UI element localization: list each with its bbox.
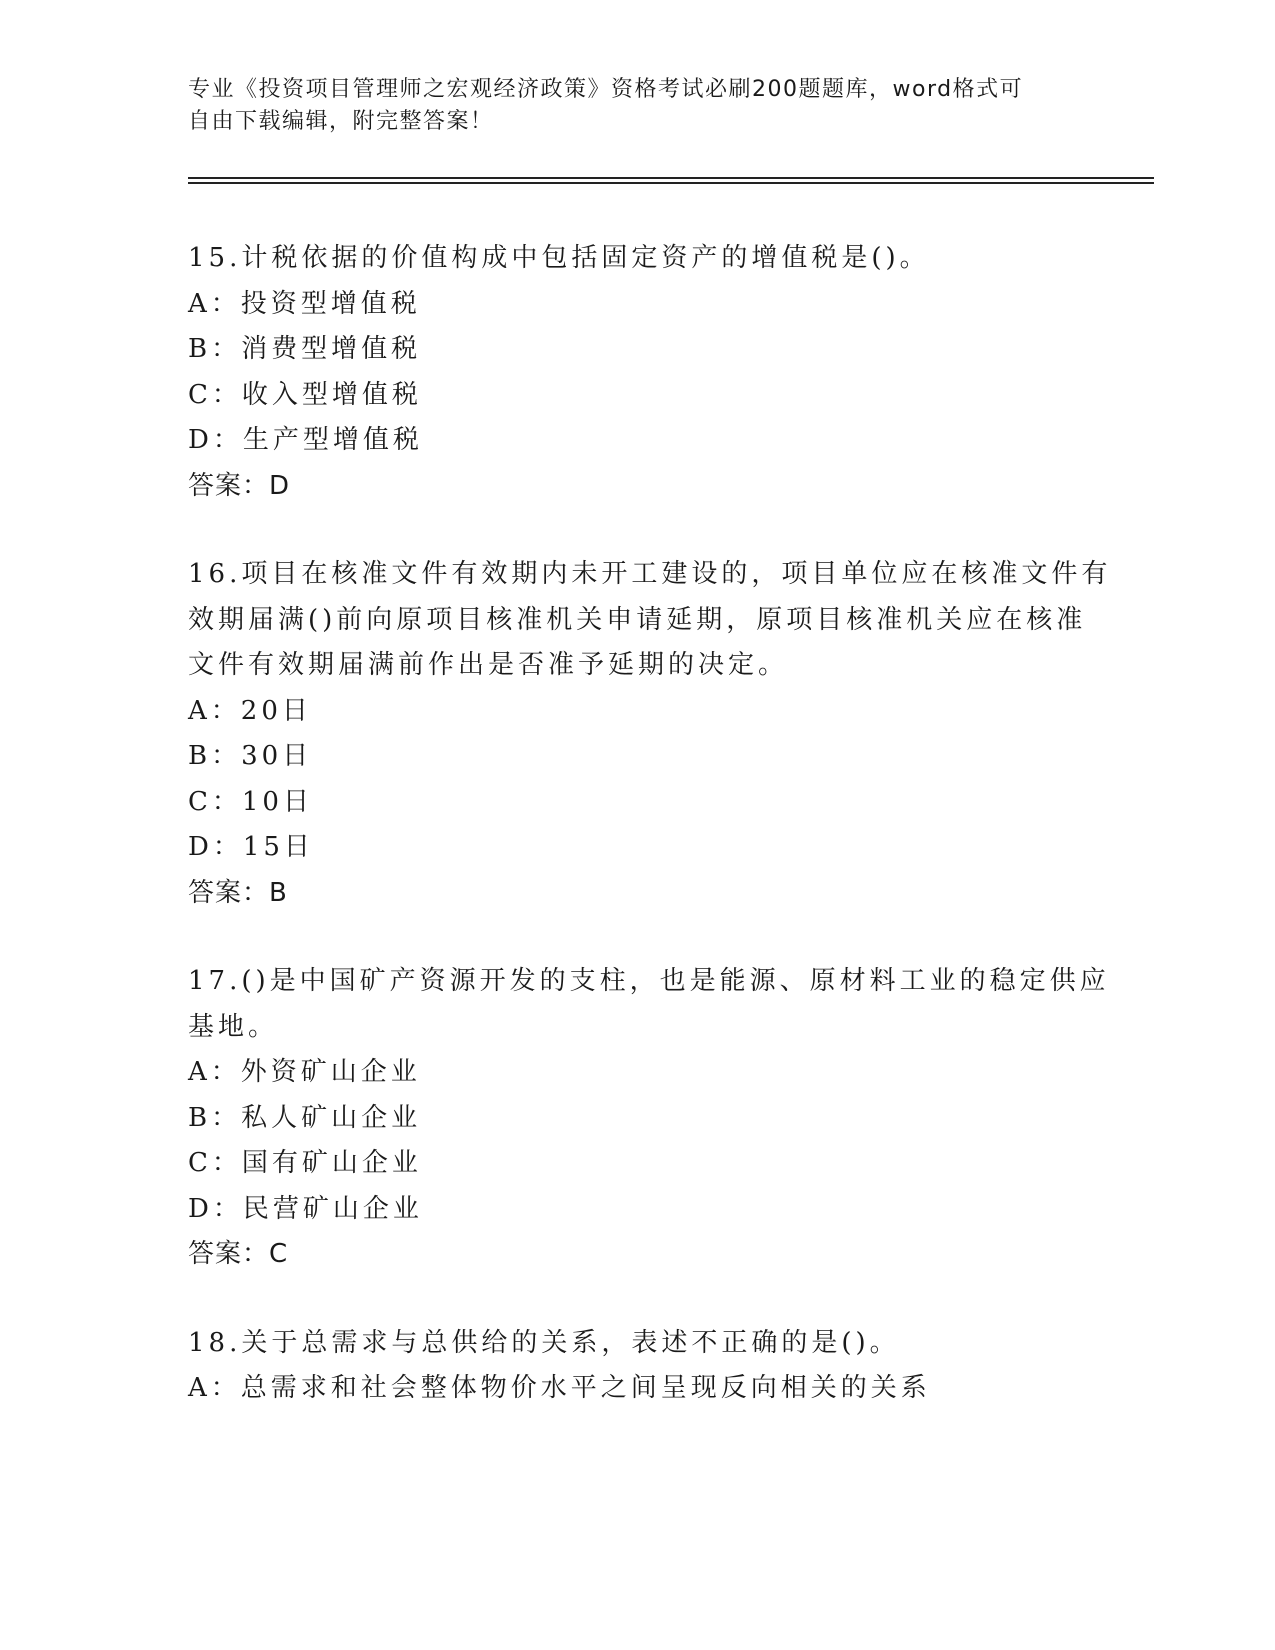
question-stem: 17.()是中国矿产资源开发的支柱，也是能源、原材料工业的稳定供应 xyxy=(188,966,1110,996)
option-c: C：收入型增值税 xyxy=(188,379,422,410)
question-stem: 基地。 xyxy=(188,1011,279,1042)
option-a: A：投资型增值税 xyxy=(188,288,421,319)
option-a: A：20日 xyxy=(188,695,312,726)
document-header xyxy=(188,74,1068,138)
header-line: 自由下载编辑，附完整答案！ xyxy=(188,109,494,134)
question-block xyxy=(188,1321,1088,1412)
question-stem: 15.计税依据的价值构成中包括固定资产的增值税是()。 xyxy=(188,243,930,273)
question-block xyxy=(188,959,1110,1278)
header-line: 专业《投资项目管理师之宏观经济政策》资格考试必刷200题题库，word格式可 xyxy=(188,77,1024,102)
option-c: C：10日 xyxy=(188,786,313,817)
header-divider-top xyxy=(188,177,1154,179)
option-b: B：30日 xyxy=(188,741,313,771)
option-b: B：私人矿山企业 xyxy=(188,1102,422,1133)
question-stem: 文件有效期届满前作出是否准予延期的决定。 xyxy=(188,650,789,680)
question-list xyxy=(188,236,1112,1455)
answer-line: 答案：C xyxy=(188,1239,289,1269)
question-stem: 18.关于总需求与总供给的关系，表述不正确的是()。 xyxy=(188,1327,900,1358)
header-divider-bottom xyxy=(188,182,1154,184)
question-block xyxy=(188,236,1088,509)
answer-line: 答案：D xyxy=(188,470,291,501)
question-stem: 效期届满()前向原项目核准机关申请延期，原项目核准机关应在核准 xyxy=(188,604,1087,635)
option-d: D：民营矿山企业 xyxy=(188,1193,423,1224)
option-d: D：15日 xyxy=(188,832,314,862)
option-a: A：总需求和社会整体物价水平之间呈现反向相关的关系 xyxy=(188,1373,931,1403)
question-stem: 16.项目在核准文件有效期内未开工建设的，项目单位应在核准文件有 xyxy=(188,559,1112,589)
option-c: C：国有矿山企业 xyxy=(188,1148,422,1178)
question-block xyxy=(188,552,1112,916)
option-d: D：生产型增值税 xyxy=(188,425,423,455)
option-b: B：消费型增值税 xyxy=(188,334,422,364)
option-a: A：外资矿山企业 xyxy=(188,1057,421,1087)
answer-line: 答案：B xyxy=(188,877,288,908)
